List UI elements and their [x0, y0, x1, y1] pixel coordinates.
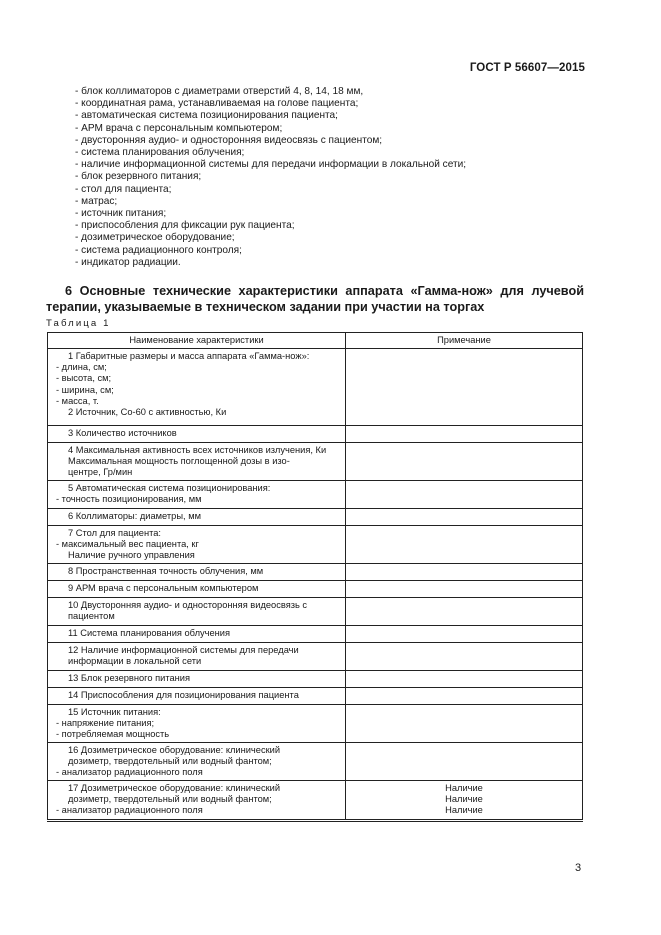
- table-row: [48, 481, 583, 509]
- list-item: - приспособления для фиксации рук пациента;: [75, 220, 295, 232]
- table-row: [48, 443, 583, 481]
- note-cell: [346, 526, 583, 564]
- characteristic-cell: [48, 598, 346, 626]
- characteristic-line: 17 Дозиметрическое оборудование: клинический: [68, 783, 281, 793]
- characteristic-cell: [48, 443, 346, 481]
- characteristic-cell: [48, 564, 346, 581]
- characteristic-line: - потребляемая мощность: [56, 729, 170, 740]
- characteristic-line: - ширина, см;: [56, 384, 114, 395]
- characteristic-line: 2 Источник, Со-60 с активностью, Ки: [68, 407, 227, 418]
- characteristic-line: - масса, т.: [56, 395, 99, 406]
- list-item: - координатная рама, устанавливаемая на голове пациента;: [75, 98, 359, 110]
- column-header-name: Наименование характеристики: [48, 333, 346, 349]
- list-item: - автоматическая система позиционирования пациента;: [75, 110, 338, 122]
- characteristics-table: [47, 332, 583, 822]
- table-row: [48, 671, 583, 688]
- list-item: - индикатор радиации.: [75, 256, 181, 268]
- list-item: - система радиационного контроля;: [75, 244, 242, 256]
- list-item: - блок резервного питания;: [75, 171, 202, 183]
- note-cell: [346, 671, 583, 688]
- characteristic-line: 6 Коллиматоры: диаметры, мм: [68, 511, 201, 521]
- list-item: - блок коллиматоров с диаметрами отверстий 4, 8, 14, 18 мм,: [75, 86, 364, 97]
- characteristic-cell: [48, 781, 346, 821]
- characteristic-line: информации в локальной сети: [68, 656, 202, 667]
- table-row: [48, 781, 583, 821]
- table-row: [48, 426, 583, 443]
- characteristic-cell: [48, 426, 346, 443]
- characteristic-line: 7 Стол для пациента:: [68, 528, 161, 538]
- list-item: - наличие информационной системы для передачи информации в локальной сети;: [75, 159, 467, 171]
- table-row: [48, 626, 583, 643]
- characteristic-line: 12 Наличие информационной системы для передачи: [68, 645, 299, 655]
- note-cell: [346, 509, 583, 526]
- characteristic-line: Максимальная мощность поглощенной дозы в изо-: [68, 456, 290, 467]
- table-row: [48, 526, 583, 564]
- list-item: - двусторонняя аудио- и односторонняя видеосвязь с пациентом;: [75, 134, 383, 146]
- document-code: ГОСТ Р 56607—2015: [469, 62, 585, 74]
- characteristic-line: 9 АРМ врача с персональным компьютером: [68, 583, 259, 593]
- table-header-row: [48, 333, 583, 349]
- table-row: [48, 743, 583, 781]
- note-cell: [346, 643, 583, 671]
- note-cell: [346, 443, 583, 481]
- equipment-list: [75, 86, 595, 269]
- characteristic-line: 5 Автоматическая система позиционирования:: [68, 483, 271, 493]
- characteristic-cell: [48, 688, 346, 705]
- note-cell: [346, 598, 583, 626]
- column-header-note: Примечание: [346, 333, 583, 349]
- characteristic-cell: [48, 581, 346, 598]
- characteristic-cell: [48, 626, 346, 643]
- note-cell: [346, 426, 583, 443]
- list-item: - АРМ врача с персональным компьютером;: [75, 122, 283, 134]
- characteristic-line: 1 Габаритные размеры и масса аппарата «Гамма-нож»:: [68, 351, 310, 361]
- characteristic-cell: [48, 481, 346, 509]
- characteristic-line: 13 Блок резервного питания: [68, 673, 191, 683]
- note-line: Наличие: [445, 794, 483, 805]
- note-line: Наличие: [445, 805, 483, 816]
- note-cell: [346, 349, 583, 426]
- list-item: - система планирования облучения;: [75, 147, 245, 159]
- characteristic-cell: [48, 349, 346, 426]
- table-row: [48, 564, 583, 581]
- characteristic-cell: [48, 526, 346, 564]
- characteristic-line: - длина, см;: [56, 362, 107, 373]
- note-cell: [346, 688, 583, 705]
- characteristic-line: - анализатор радиационного поля: [56, 767, 203, 778]
- characteristic-line: дозиметр, твердотельный или водный фантом;: [68, 794, 272, 805]
- note-cell: [346, 564, 583, 581]
- characteristic-line: 3 Количество источников: [68, 428, 177, 438]
- table-row: [48, 643, 583, 671]
- note-cell: [346, 481, 583, 509]
- table-row: [48, 705, 583, 743]
- characteristic-line: - высота, см;: [56, 373, 112, 384]
- list-item: - источник питания;: [75, 208, 167, 220]
- characteristic-line: 4 Максимальная активность всех источников излучения, Ки: [68, 445, 327, 455]
- page-number: 3: [575, 862, 582, 874]
- characteristic-cell: [48, 509, 346, 526]
- list-item: - дозиметрическое оборудование;: [75, 232, 235, 244]
- characteristic-cell: [48, 705, 346, 743]
- table-row: [48, 349, 583, 426]
- characteristic-line: 15 Источник питания:: [68, 707, 161, 717]
- note-cell: [346, 705, 583, 743]
- note-cell: [346, 626, 583, 643]
- list-item: - матрас;: [75, 195, 118, 207]
- characteristic-cell: [48, 671, 346, 688]
- characteristic-line: 16 Дозиметрическое оборудование: клинический: [68, 745, 281, 755]
- table-body: [48, 349, 583, 821]
- note-line: Наличие: [445, 783, 483, 793]
- table-row: [48, 688, 583, 705]
- characteristic-line: Наличие ручного управления: [68, 550, 195, 561]
- characteristic-line: 8 Пространственная точность облучения, мм: [68, 566, 264, 576]
- characteristic-line: 11 Система планирования облучения: [68, 628, 231, 638]
- section-heading: 6 Основные технические характеристики аппарата «Гамма-нож» для лучевой терапии, указываемые в техническом задании при участии на торгах: [46, 284, 584, 314]
- characteristic-cell: [48, 643, 346, 671]
- characteristic-line: пациентом: [68, 611, 115, 622]
- characteristic-line: - максимальный вес пациента, кг: [56, 539, 199, 550]
- characteristic-line: дозиметр, твердотельный или водный фантом;: [68, 756, 272, 767]
- characteristic-line: 14 Приспособления для позиционирования пациента: [68, 690, 299, 700]
- table-row: [48, 598, 583, 626]
- note-cell: [346, 743, 583, 781]
- table-row: [48, 509, 583, 526]
- characteristic-line: - напряжение питания;: [56, 718, 155, 729]
- list-item: - стол для пациента;: [75, 183, 172, 195]
- characteristic-line: 10 Двусторонняя аудио- и односторонняя видеосвязь с: [68, 600, 308, 610]
- note-cell: [346, 781, 583, 821]
- characteristic-cell: [48, 743, 346, 781]
- characteristic-line: - анализатор радиационного поля: [56, 805, 203, 816]
- characteristic-line: центре, Гр/мин: [68, 467, 133, 478]
- table-row: [48, 581, 583, 598]
- characteristic-line: - точность позиционирования, мм: [56, 494, 202, 505]
- note-cell: [346, 581, 583, 598]
- table-caption: Таблица 1: [46, 318, 111, 329]
